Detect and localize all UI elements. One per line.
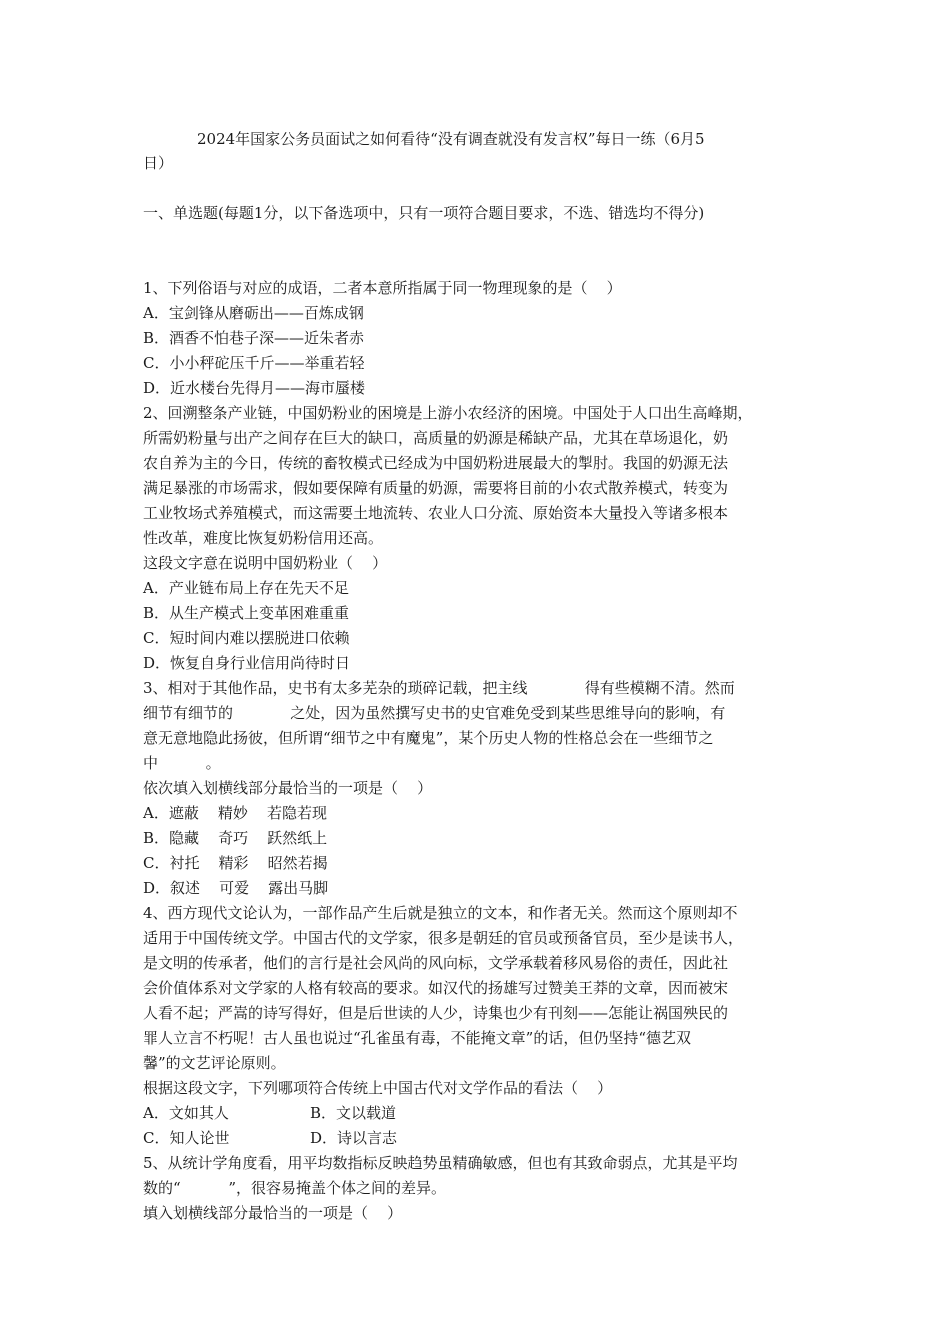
q5-question: 填入划横线部分最恰当的一项是（ ） [143, 1204, 403, 1222]
q4-passage-line: 适用于中国传统文学。中国古代的文学家，很多是朝廷的官员或预备官员，至少是读书人， [143, 929, 744, 947]
q2-passage-line: 工业牧场式养殖模式，而这需要土地流转、农业人口分流、原始资本大量投入等诸多根本 [143, 504, 729, 522]
q2-passage-line: 2、回溯整条产业链，中国奶粉业的困境是上游小农经济的困境。中国处于人口出生高峰期， [143, 404, 753, 422]
q1-option-b: B．酒香不怕巷子深——近朱者赤 [143, 329, 365, 347]
q3-option-d: D．叙述 可爱 露出马脚 [143, 879, 329, 897]
document-title-line-2: 日） [143, 154, 174, 172]
q3-option-b: B．隐藏 奇巧 跃然纸上 [143, 829, 328, 847]
q5-passage-line: 数的“ ”，很容易掩盖个体之间的差异。 [143, 1179, 447, 1197]
q4-passage-line: 罪人立言不朽呢！古人虽也说过“孔雀虽有毒，不能掩文章”的话，但仍坚持“德艺双 [143, 1029, 692, 1047]
q2-option-c: C．短时间内难以摆脱进口依赖 [143, 629, 350, 647]
q3-passage-line: 意无意地隐此扬彼，但所谓“细节之中有魔鬼”，某个历史人物的性格总会在一些细节之 [143, 729, 714, 747]
q2-passage-line: 所需奶粉量与出产之间存在巨大的缺口，高质量的奶源是稀缺产品，尤其在草场退化，奶 [143, 429, 729, 447]
q5-passage-line: 5、从统计学角度看，用平均数指标反映趋势虽精确敏感，但也有其致命弱点，尤其是平均 [143, 1154, 738, 1172]
q3-passage-line: 中 。 [143, 754, 221, 772]
q4-option-c: C．知人论世 [143, 1129, 230, 1147]
q2-passage-line: 性改革，难度比恢复奶粉信用还高。 [143, 529, 384, 547]
q4-passage-line: 人看不起；严嵩的诗写得好，但是后世读的人少，诗集也少有刊刻——怎能让祸国殃民的 [143, 1004, 729, 1022]
q3-passage-line: 细节有细节的 之处，因为虽然撰写史书的史官难免受到某些思维导向的影响，有 [143, 704, 726, 722]
q2-option-d: D．恢复自身行业信用尚待时日 [143, 654, 351, 672]
q1-option-c: C．小小秤砣压千斤——举重若轻 [143, 354, 365, 372]
q1-option-d: D．近水楼台先得月——海市蜃楼 [143, 379, 366, 397]
q1-stem: 1、下列俗语与对应的成语，二者本意所指属于同一物理现象的是（ ） [143, 279, 622, 297]
q4-passage-line: 馨”的文艺评论原则。 [143, 1054, 286, 1072]
q3-passage-line: 3、相对于其他作品，史书有太多芜杂的琐碎记载，把主线 得有些模糊不清。然而 [143, 679, 735, 697]
q4-question: 根据这段文字，下列哪项符合传统上中国古代对文学作品的看法（ ） [143, 1079, 613, 1097]
q3-question: 依次填入划横线部分最恰当的一项是（ ） [143, 779, 433, 797]
q2-option-b: B．从生产模式上变革困难重重 [143, 604, 350, 622]
q4-option-b: B．文以载道 [310, 1104, 397, 1122]
q4-option-a: A．文如其人 [143, 1104, 229, 1122]
q3-option-c: C．衬托 精彩 昭然若揭 [143, 854, 328, 872]
q2-question: 这段文字意在说明中国奶粉业（ ） [143, 554, 388, 572]
section-header: 一、单选题(每题1分，以下备选项中，只有一项符合题目要求，不选、错选均不得分) [143, 204, 705, 222]
q4-passage-line: 4、西方现代文论认为，一部作品产生后就是独立的文本，和作者无关。然而这个原则却不 [143, 904, 738, 922]
q4-option-d: D．诗以言志 [310, 1129, 398, 1147]
q4-passage-line: 是文明的传承者，他们的言行是社会风尚的风向标，文学承载着移风易俗的责任，因此社 [143, 954, 729, 972]
document-title-line-1: 2024年国家公务员面试之如何看待“没有调查就没有发言权”每日一练（6月5 [197, 130, 705, 148]
q2-passage-line: 农自养为主的今日，传统的畜牧模式已经成为中国奶粉进展最大的掣肘。我国的奶源无法 [143, 454, 729, 472]
q4-passage-line: 会价值体系对文学家的人格有较高的要求。如汉代的扬雄写过赞美王莽的文章，因而被宋 [143, 979, 729, 997]
q3-option-a: A．遮蔽 精妙 若隐若现 [143, 804, 327, 822]
q2-passage-line: 满足暴涨的市场需求，假如要保障有质量的奶源，需要将目前的小农式散养模式，转变为 [143, 479, 729, 497]
q2-option-a: A．产业链布局上存在先天不足 [143, 579, 349, 597]
q1-option-a: A．宝剑锋从磨砺出——百炼成钢 [143, 304, 364, 322]
